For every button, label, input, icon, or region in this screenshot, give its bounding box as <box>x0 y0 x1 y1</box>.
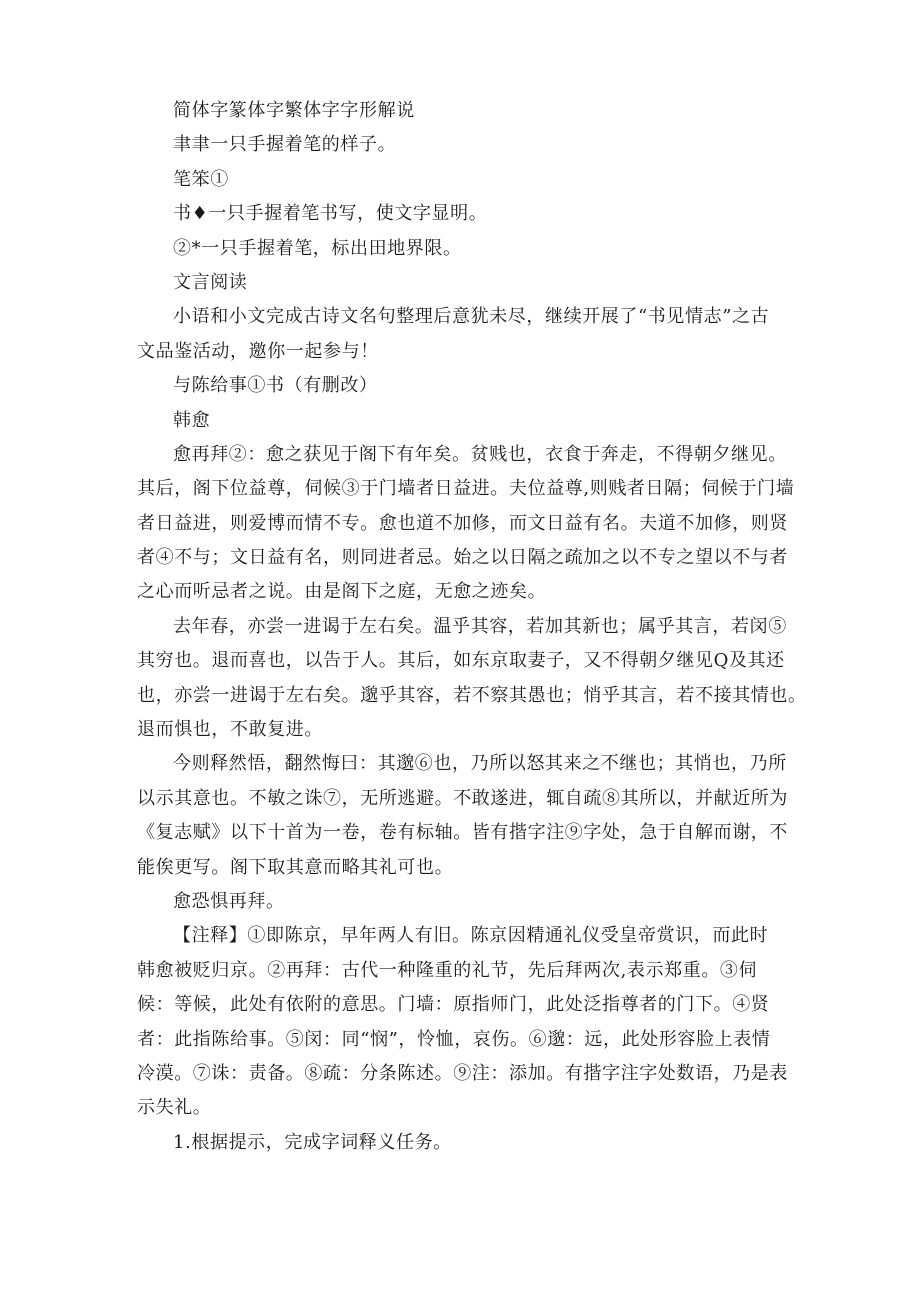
intro-line: 小语和小文完成古诗文名句整理后意犹未尽，继续开展了“书见情志”之古 <box>173 306 770 328</box>
paragraph-line: 今则释然悟，翻然悔曰：其邈⑥也，乃所以怒其来之不继也；其悄也，乃所 <box>173 753 787 775</box>
paragraph-line: 能俟更写。阁下取其意而略其礼可也。 <box>137 856 454 878</box>
notes-line: 示失礼。 <box>137 1097 212 1119</box>
paragraph-line: 愈再拜②：愈之获见于阁下有年矣。贫贱也，衣食于奔走，不得朝夕继见。 <box>173 443 787 465</box>
table-row: 笔笨① <box>173 168 229 190</box>
table-row: 聿聿一只手握着笔的样子。 <box>173 134 397 156</box>
table-row: 书♦一只手握着笔书写，使文字显明。 <box>173 203 488 225</box>
closing-line: 愈恐惧再拜。 <box>173 890 285 912</box>
notes-line: 韩愈被贬归京。②再拜：古代一种隆重的礼节，先后拜两次,表示郑重。③伺 <box>137 959 758 981</box>
paragraph-line: 之心而听忌者之说。由是阁下之庭，无愈之迹矣。 <box>137 581 547 603</box>
article-title: 与陈给事①书（有删改） <box>173 375 378 397</box>
paragraph-line: 去年春，亦尝一进谒于左右矣。温乎其容，若加其新也；属乎其言，若闵⑤ <box>173 615 787 637</box>
section-title: 文言阅读 <box>173 271 248 293</box>
notes-line: 者：此指陈给事。⑤闵：同“悯”，怜恤，哀伤。⑥邈：远，此处形容脸上表情 <box>137 1028 771 1050</box>
notes-line: 候：等候，此处有依附的意思。门墙：原指师门，此处泛指尊者的门下。④贤 <box>137 994 770 1016</box>
paragraph-line: 以示其意也。不敏之诛⑦，无所逃避。不敢遂进，辄自疏⑧其所以，并献近所为 <box>137 787 788 809</box>
paragraph-line: 者日益进，则爱博而情不专。愈也道不加修，而文日益有名。夫道不加修，则贤 <box>137 512 788 534</box>
table-row: ②*一只手握着笔，标出田地界限。 <box>173 237 462 259</box>
paragraph-line: 者④不与；文日益有名，则同进者忌。始之以日隔之疏加之以不专之望以不与者 <box>137 547 788 569</box>
intro-line: 文品鉴活动，邀你一起参与！ <box>137 340 379 362</box>
notes-line: 冷漠。⑦诛：责备。⑧疏：分条陈述。⑨注：添加。有揩字注字处数语，乃是表 <box>137 1062 788 1084</box>
article-author: 韩愈 <box>173 409 211 431</box>
paragraph-line: 退而惧也，不敢复进。 <box>137 719 323 741</box>
notes-line: 【注释】①即陈京，早年两人有旧。陈京因精通礼仪受皇帝赏识，而此时 <box>173 925 769 947</box>
question-line: 1.根据提示，完成字词释义任务。 <box>173 1131 452 1153</box>
paragraph-line: 其后，阁下位益尊，伺候③于门墙者日益进。夫位益尊,则贱者日隔；伺候于门墙 <box>137 478 795 500</box>
paragraph-line: 也，亦尝一进谒于左右矣。邈乎其容，若不察其愚也；悄乎其言，若不接其情也。 <box>137 684 807 706</box>
table-header: 简体字篆体字繁体字字形解说 <box>173 100 415 121</box>
paragraph-line: 其穷也。退而喜也，以告于人。其后，如东京取妻子，又不得朝夕继见Q及其还 <box>137 650 785 672</box>
document-body <box>137 94 807 1160</box>
paragraph-line: 《复志赋》以下十首为一卷，卷有标轴。皆有揩字注⑨字处，急于自解而谢，不 <box>137 822 788 844</box>
